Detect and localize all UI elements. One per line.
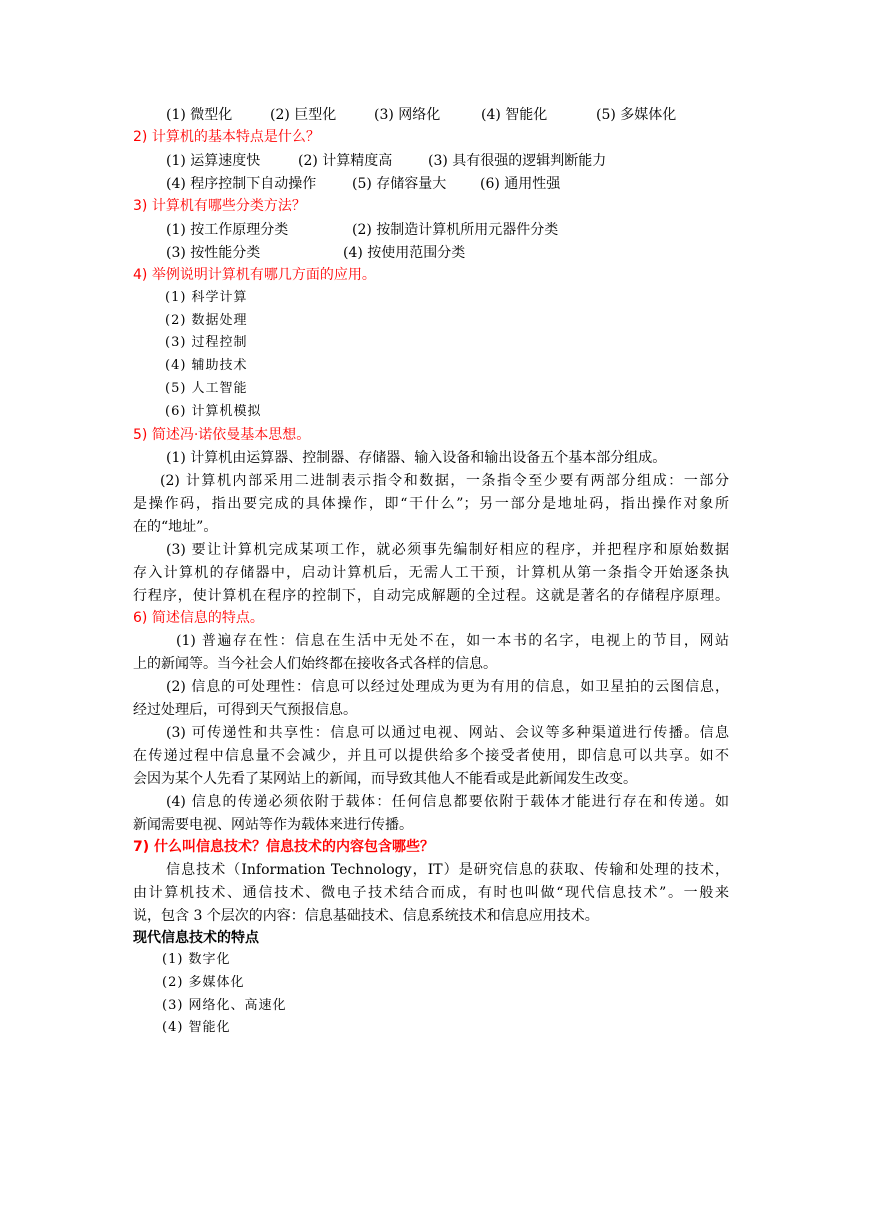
features-item: (1) 数字化 bbox=[162, 952, 231, 967]
q1-item-2: (2) 巨型化 bbox=[270, 107, 337, 123]
q5-paragraph-3-line: 行程序，使计算机在程序的控制下，自动完成解题的全过程。这就是著名的存储程序原理。 bbox=[133, 588, 729, 604]
q7-paragraph-line: 由计算机技术、通信技术、微电子技术结合而成，有时也叫做“现代信息技术”。一般来 bbox=[133, 885, 729, 901]
q7-paragraph-line: 信息技术（Information Technology，IT）是研究信息的获取、传输和处理的技术， bbox=[166, 862, 729, 878]
features-item: (3) 网络化、高速化 bbox=[162, 998, 287, 1013]
q5-title: 5) 简述冯·诺依曼基本思想。 bbox=[133, 427, 311, 443]
features-heading: 现代信息技术的特点 bbox=[133, 930, 259, 946]
q3-item: (3) 按性能分类 bbox=[166, 245, 261, 261]
q6-paragraph-3-line: 在传递过程中信息量不会减少，并且可以提供给多个接受者使用，即信息可以共享。如不 bbox=[133, 748, 729, 764]
q6-paragraph-4-line: (4) 信息的传递必须依附于载体：任何信息都要依附于载体才能进行存在和传递。如 bbox=[166, 794, 729, 810]
q4-item: (3) 过程控制 bbox=[165, 335, 248, 350]
q6-paragraph-2-line: 经过处理后，可得到天气预报信息。 bbox=[133, 702, 357, 718]
q6-paragraph-3-line: 会因为某个人先看了某网站上的新闻，而导致其他人不能看或是此新闻发生改变。 bbox=[133, 771, 637, 787]
q5-paragraph-2-line: 是操作码，指出要完成的具体操作，即“干什么”；另一部分是地址码，指出操作对象所 bbox=[133, 496, 729, 512]
q6-paragraph-1-line: (1) 普遍存在性：信息在生活中无处不在，如一本书的名字，电视上的节目，网站 bbox=[176, 633, 729, 649]
q2-item: (6) 通用性强 bbox=[480, 176, 561, 192]
q6-paragraph-1-line: 上的新闻等。当今社会人们始终都在接收各式各样的信息。 bbox=[133, 656, 497, 672]
q5-paragraph-2-line: 在的“地址”。 bbox=[133, 519, 218, 535]
q7-paragraph-line: 说，包含 3 个层次的内容：信息基础技术、信息系统技术和信息应用技术。 bbox=[133, 908, 599, 924]
q6-paragraph-2-line: (2) 信息的可处理性：信息可以经过处理成为更为有用的信息，如卫星拍的云图信息， bbox=[166, 679, 729, 695]
q2-item: (3) 具有很强的逻辑判断能力 bbox=[428, 153, 607, 169]
q4-title: 4) 举例说明计算机有哪几方面的应用。 bbox=[133, 267, 376, 283]
q3-title: 3) 计算机有哪些分类方法？ bbox=[133, 198, 306, 214]
q4-item: (2) 数据处理 bbox=[165, 313, 248, 328]
q3-item: (2) 按制造计算机所用元器件分类 bbox=[352, 222, 559, 238]
q6-paragraph-4-line: 新闻需要电视、网站等作为载体来进行传播。 bbox=[133, 817, 413, 833]
features-item: (4) 智能化 bbox=[162, 1020, 231, 1035]
q4-item: (4) 辅助技术 bbox=[165, 358, 248, 373]
q7-title: 7) 什么叫信息技术？信息技术的内容包含哪些？ bbox=[133, 839, 435, 855]
q3-item: (4) 按使用范围分类 bbox=[343, 245, 466, 261]
q6-title: 6) 简述信息的特点。 bbox=[133, 610, 264, 626]
q3-item: (1) 按工作原理分类 bbox=[166, 222, 289, 238]
q2-item: (1) 运算速度快 bbox=[166, 153, 261, 169]
q1-item-1: (1) 微型化 bbox=[166, 107, 233, 123]
q5-paragraph-3-line: 存入计算机的存储器中，启动计算机后，无需人工干预，计算机从第一条指令开始逐条执 bbox=[133, 565, 729, 581]
q4-item: (5) 人工智能 bbox=[165, 381, 248, 396]
q1-item-5: (5) 多媒体化 bbox=[596, 107, 677, 123]
q6-paragraph-3-line: (3) 可传递性和共享性：信息可以通过电视、网站、会议等多种渠道进行传播。信息 bbox=[166, 725, 729, 741]
q2-item: (5) 存储容量大 bbox=[352, 176, 447, 192]
q4-item: (1) 科学计算 bbox=[165, 290, 248, 305]
q5-paragraph-3-line: (3) 要让计算机完成某项工作，就必须事先编制好相应的程序，并把程序和原始数据 bbox=[166, 542, 729, 558]
q5-paragraph-2-line: (2) 计算机内部采用二进制表示指令和数据，一条指令至少要有两部分组成：一部分 bbox=[160, 473, 729, 489]
q2-item: (2) 计算精度高 bbox=[298, 153, 393, 169]
features-item: (2) 多媒体化 bbox=[162, 975, 245, 990]
q2-title: 2) 计算机的基本特点是什么？ bbox=[133, 129, 320, 145]
q5-paragraph-1: (1) 计算机由运算器、控制器、存储器、输入设备和输出设备五个基本部分组成。 bbox=[166, 450, 667, 466]
q4-item: (6) 计算机模拟 bbox=[165, 404, 262, 419]
q2-item: (4) 程序控制下自动操作 bbox=[166, 176, 317, 192]
q1-item-3: (3) 网络化 bbox=[374, 107, 441, 123]
q1-item-4: (4) 智能化 bbox=[481, 107, 548, 123]
